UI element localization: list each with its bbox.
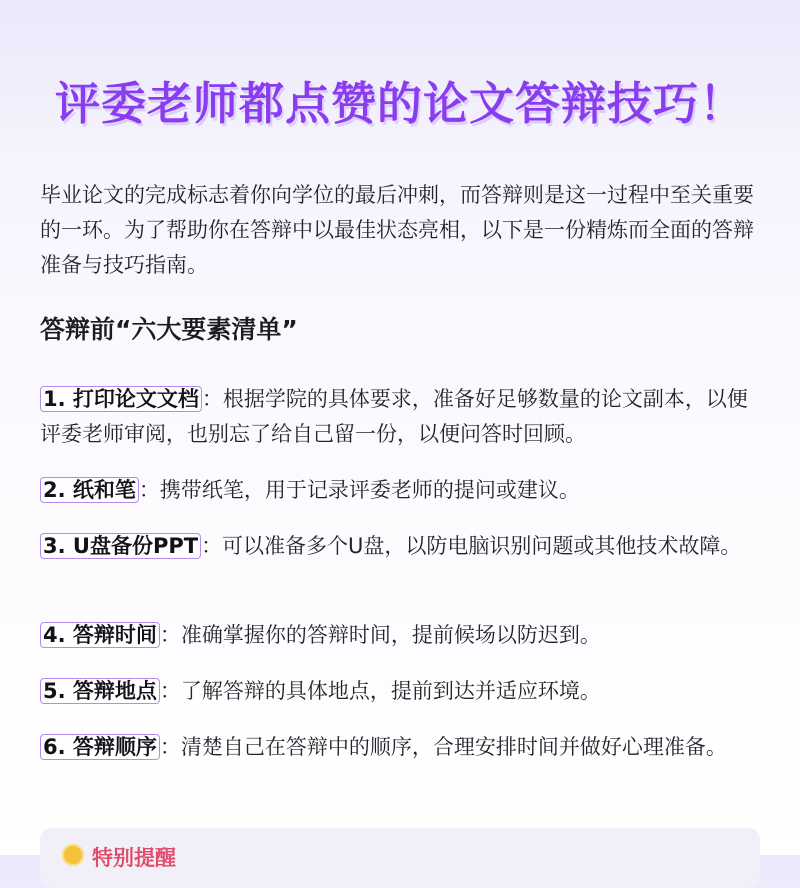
checklist-item-2: [40, 473, 764, 508]
checklist-item-label: 4. 答辩时间: [40, 622, 160, 648]
checklist-item-6: [40, 730, 764, 765]
checklist-item-text: ：携带纸笔，用于记录评委老师的提问或建议。: [138, 478, 580, 502]
checklist-item-text: ：可以准备多个U盘，以防电脑识别问题或其他技术故障。: [201, 534, 742, 558]
checklist-item-text: ：根据学院的具体要求，准备好足够数量的论文副本，以便评委老师审阅，也别忘了给自己留一份，以便问答时回顾。: [40, 387, 748, 446]
checklist-item-3: [40, 529, 764, 564]
checklist-item-label: 5. 答辩地点: [40, 678, 160, 704]
checklist-item-label: 1. 打印论文文档: [40, 386, 202, 412]
checklist-item-label: 6. 答辩顺序: [40, 734, 160, 760]
tip-title: 特别提醒: [92, 846, 176, 870]
checklist-item-1: [40, 382, 764, 452]
checklist-item-text: ：准确掌握你的答辩时间，提前候场以防迟到。: [159, 623, 601, 647]
checklist-item-label: 3. U盘备份PPT: [40, 533, 201, 559]
intro-paragraph: 毕业论文的完成标志着你向学位的最后冲刺，而答辩则是这一过程中至关重要的一环。为了帮助你在答辩中以最佳状态亮相，以下是一份精炼而全面的答辩准备与技巧指南。: [40, 183, 754, 277]
checklist-item-text: ：了解答辩的具体地点，提前到达并适应环境。: [159, 679, 601, 703]
tip-card: [40, 828, 760, 888]
checklist-item-text: ：清楚自己在答辩中的顺序，合理安排时间并做好心理准备。: [159, 735, 727, 759]
checklist-item-5: [40, 674, 764, 709]
checklist-item-4: [40, 618, 764, 653]
section-heading: 答辩前“六大要素清单”: [40, 315, 298, 344]
lightbulb-icon: [62, 844, 84, 866]
page-title: 评委老师都点赞的论文答辩技巧！: [54, 77, 745, 130]
checklist-item-label: 2. 纸和笔: [40, 477, 139, 503]
